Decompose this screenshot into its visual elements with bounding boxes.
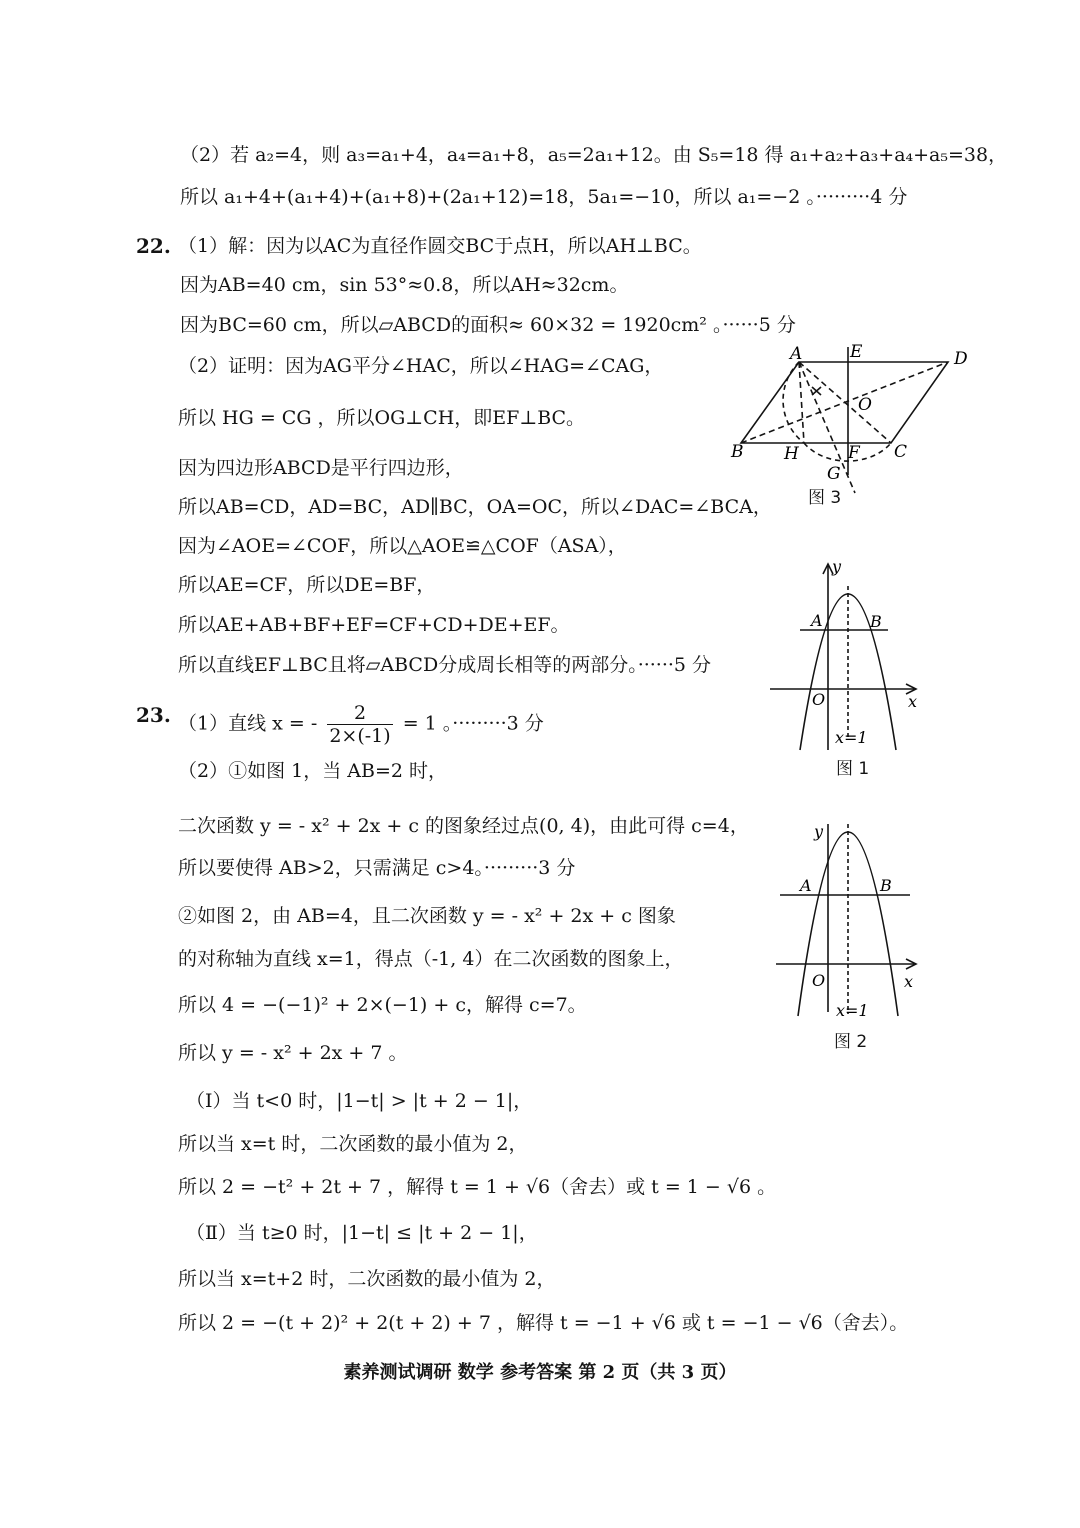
figure-1-parabola — [770, 558, 930, 758]
fig3-label-g: G — [827, 464, 841, 484]
q22-line-8: 因为∠AOE=∠COF，所以△AOE≌△COF（ASA）， — [178, 535, 627, 557]
q23-line-7: 所以 4 = −(−1)² + 2×(−1) + c，解得 c=7。 — [178, 994, 587, 1016]
fig1-label-y: y — [832, 558, 842, 576]
q23-line-1 — [178, 702, 544, 747]
q23-line-13: 所以当 x=t+2 时，二次函数的最小值为 2， — [178, 1268, 556, 1290]
fig3-caption: 图 3 — [808, 488, 842, 508]
q23-line-14: 所以 2 = −(t + 2)² + 2(t + 2) + 7 ，解得 t = −1 + √6 或 t = −1 − √6（舍去）。 — [178, 1312, 909, 1334]
angle-mark — [812, 387, 821, 395]
q23-line-11: 所以 2 = −t² + 2t + 7 ，解得 t = 1 + √6（舍去）或 t = 1 − √6 。 — [178, 1176, 777, 1198]
fig3-label-f: F — [848, 443, 860, 463]
q22-line-2: 因为AB=40 cm，sin 53°≈0.8，所以AH≈32cm。 — [180, 274, 629, 296]
q23-line-5: ②如图 2，由 AB=4，且二次函数 y = - x² + 2x + c 图象 — [178, 905, 676, 927]
diagonal-bd — [741, 362, 948, 443]
fig1-label-axis: x=1 — [835, 728, 868, 747]
fig3-label-e: E — [850, 342, 863, 362]
q23-line-10: 所以当 x=t 时，二次函数的最小值为 2， — [178, 1133, 528, 1155]
fig3-label-h: H — [784, 444, 799, 464]
q22-line-7: 所以AB=CD，AD=BC，AD∥BC，OA=OC，所以∠DAC=∠BCA， — [178, 496, 772, 518]
figure-3-parallelogram — [720, 335, 980, 510]
page-footer: 素养测试调研 数学 参考答案 第 2 页（共 3 页） — [343, 1362, 737, 1383]
segment-ah — [799, 362, 804, 443]
q22-line-10: 所以AE+AB+BF+EF=CF+CD+DE+EF。 — [178, 614, 570, 636]
q23-fraction-denominator: 2×(-1) — [329, 725, 391, 747]
q23-fraction — [327, 702, 392, 747]
fig1-label-o: O — [812, 690, 826, 709]
q22-line-6: 因为四边形ABCD是平行四边形， — [178, 457, 464, 479]
fig2-label-o: O — [812, 971, 826, 990]
q23-line-1-post: = 1 。·········3 分 — [402, 712, 544, 735]
q23-line-1-pre: （1）直线 x = - — [178, 712, 318, 735]
q22-line-4: （2）证明：因为AG平分∠HAC，所以∠HAG=∠CAG， — [178, 355, 664, 377]
q22-line-1: （1）解：因为以AC为直径作圆交BC于点H，所以AH⊥BC。 — [178, 235, 702, 257]
fig2-label-x: x — [904, 972, 914, 991]
fig2-label-axis: x=1 — [836, 1001, 869, 1020]
fig3-label-d: D — [954, 349, 968, 369]
fig2-caption: 图 2 — [834, 1032, 868, 1052]
q23-line-3: 二次函数 y = - x² + 2x + c 的图象经过点(0, 4)，由此可得 c=4， — [178, 815, 749, 837]
q23-line-8: 所以 y = - x² + 2x + 7 。 — [178, 1042, 408, 1064]
fig1-label-b: B — [870, 612, 882, 631]
q21-line-1: （2）若 a₂=4，则 a₃=a₁+4，a₄=a₁+8，a₅=2a₁+12。由 S₅=18 得 a₁+a₂+a₃+a₄+a₅=38， — [180, 144, 1008, 166]
q22-line-9: 所以AE=CF，所以DE=BF， — [178, 574, 436, 596]
q23-fraction-numerator: 2 — [327, 702, 392, 725]
q22-line-3: 因为BC=60 cm，所以▱ABCD的面积≈ 60×32 = 1920cm² 。······5 分 — [180, 314, 796, 336]
fig3-label-b: B — [731, 442, 744, 462]
figure-2-parabola — [770, 818, 930, 1028]
q23-number: 23. — [136, 703, 171, 727]
q22-line-5: 所以 HG = CG ，所以OG⊥CH，即EF⊥BC。 — [178, 407, 586, 429]
q23-line-2: （2）①如图 1，当 AB=2 时， — [178, 760, 447, 782]
fig3-label-o: O — [858, 395, 872, 415]
fig2-label-a: A — [800, 876, 812, 895]
fig2-label-y: y — [814, 822, 824, 841]
q22-line-11: 所以直线EF⊥BC且将▱ABCD分成周长相等的两部分。······5 分 — [178, 654, 712, 676]
q23-line-6: 的对称轴为直线 x=1，得点（-1, 4）在二次函数的图象上， — [178, 948, 684, 970]
fig3-label-a: A — [790, 344, 803, 364]
q21-line-2: 所以 a₁+4+(a₁+4)+(a₁+8)+(2a₁+12)=18，5a₁=−10，所以 a₁=−2 。·········4 分 — [180, 186, 908, 208]
q23-line-9: （Ⅰ）当 t<0 时，|1−t| > |t + 2 − 1|， — [186, 1090, 533, 1112]
fig2-label-b: B — [880, 876, 892, 895]
q22-number: 22. — [136, 234, 171, 258]
fig1-label-x: x — [908, 692, 918, 711]
fig3-label-c: C — [894, 442, 908, 462]
q23-line-4: 所以要使得 AB>2，只需满足 c>4。·········3 分 — [178, 857, 576, 879]
fig1-caption: 图 1 — [836, 759, 870, 779]
q23-line-12: （Ⅱ）当 t≥0 时，|1−t| ≤ |t + 2 − 1|， — [186, 1222, 538, 1244]
fig1-label-a: A — [811, 611, 823, 630]
